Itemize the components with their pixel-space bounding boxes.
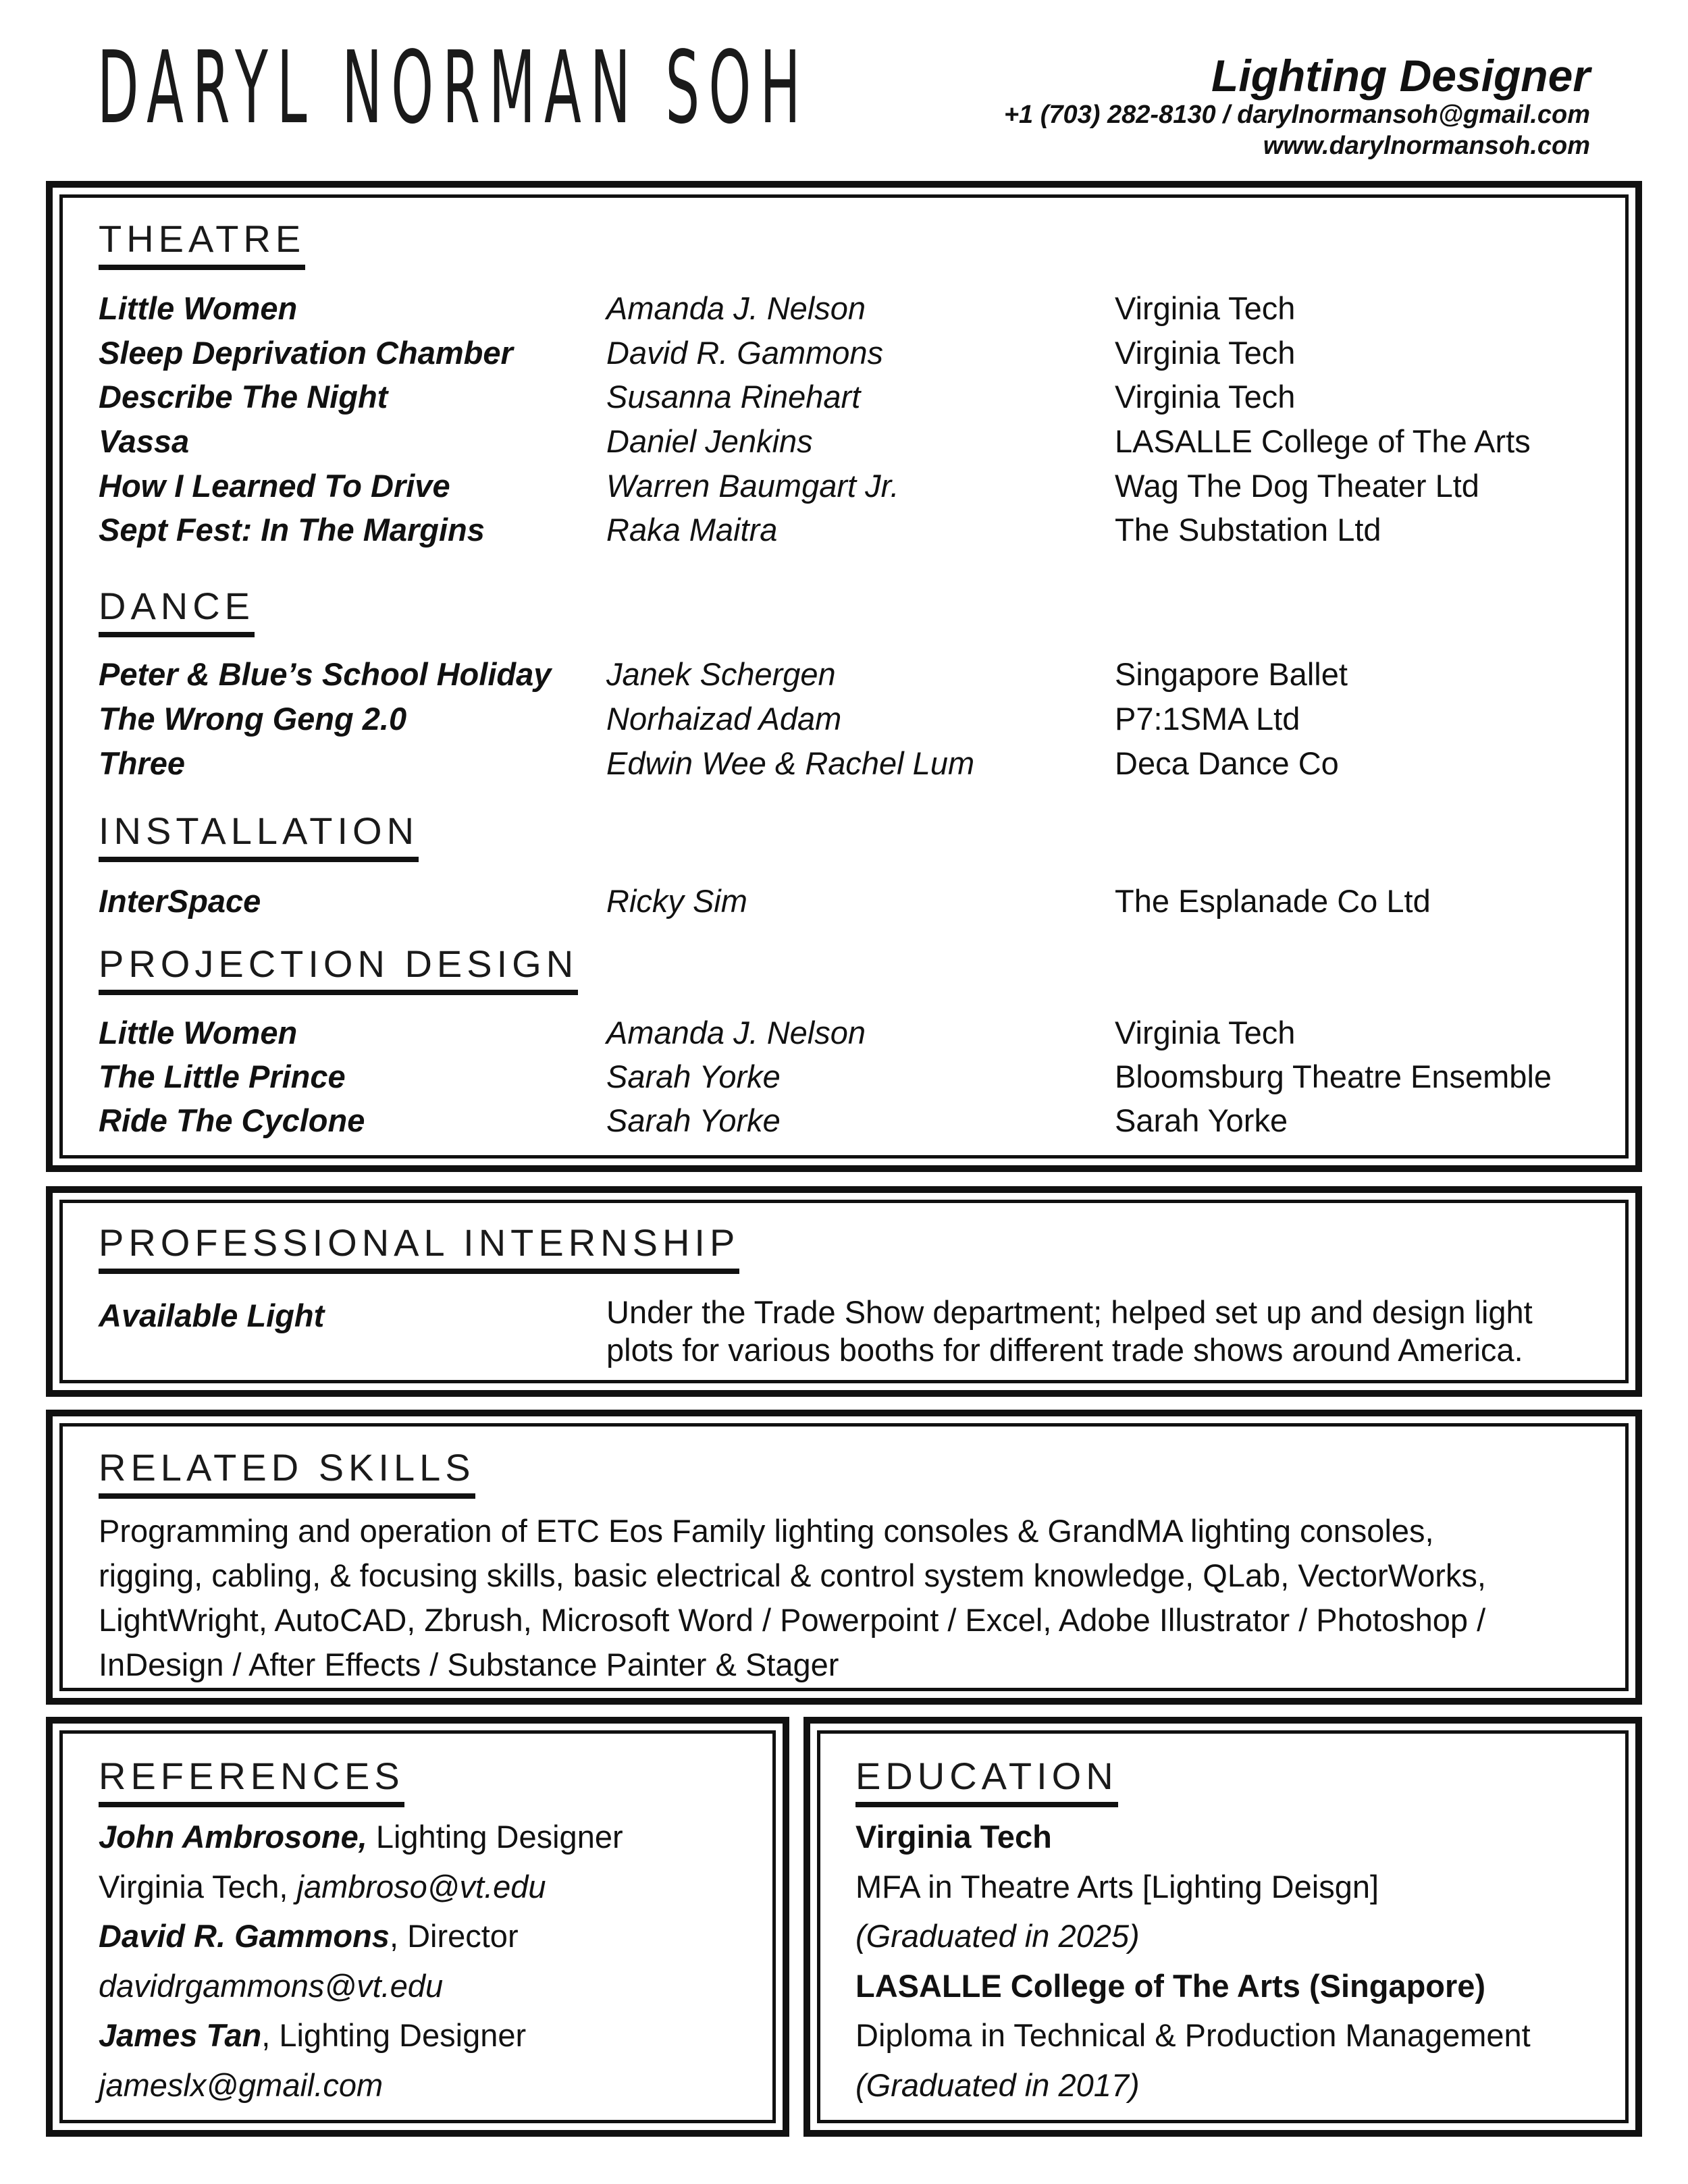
section-title-dance: DANCE [99, 587, 255, 637]
credit-row [99, 464, 1571, 508]
reference-email: jameslx@gmail.com [99, 2067, 384, 2103]
credit-director: David R. Gammons [606, 335, 884, 371]
section-title-projection-design: PROJECTION DESIGN [99, 945, 578, 995]
internship-description [606, 1294, 1533, 1369]
credit-director: Sarah Yorke [606, 1102, 781, 1138]
credit-company: Wag The Dog Theater Ltd [1115, 468, 1479, 504]
reference-name: James Tan [99, 2017, 262, 2053]
reference-role: Lighting Designer [367, 1819, 623, 1855]
reference-name: David R. Gammons [99, 1918, 390, 1954]
section-title-installation: INSTALLATION [99, 812, 419, 862]
credit-artist: Ricky Sim [606, 883, 747, 919]
credit-row [99, 1098, 1571, 1143]
credit-row [99, 331, 1571, 375]
reference-role: , Lighting Designer [261, 2017, 527, 2053]
credit-row [99, 286, 1571, 331]
credit-director: Warren Baumgart Jr. [606, 468, 899, 504]
reference-email: jambroso@vt.edu [296, 1869, 546, 1905]
credit-choreographer: Janek Schergen [606, 656, 836, 692]
credit-company: LASALLE College of The Arts [1115, 423, 1531, 459]
skills-text [99, 1509, 1486, 1687]
credit-production: Sept Fest: In The Margins [99, 512, 485, 548]
credit-production: Little Women [99, 290, 298, 326]
section-title-references: REFERENCES [99, 1757, 404, 1807]
section-title-internship: PROFESSIONAL INTERNSHIP [99, 1224, 739, 1274]
skills-line: InDesign / After Effects / Substance Painter & Stager [99, 1647, 839, 1682]
skills-line: rigging, cabling, & focusing skills, basic electrical & control system knowledge, QLab, VectorWorks, [99, 1557, 1486, 1593]
credit-production: Three [99, 745, 185, 781]
credit-production: How I Learned To Drive [99, 468, 450, 504]
credit-row [99, 419, 1571, 464]
education-degree: MFA in Theatre Arts [Lighting Deisgn] [855, 1869, 1379, 1905]
credit-production: The Wrong Geng 2.0 [99, 701, 407, 737]
reference-email: davidrgammons@vt.edu [99, 1968, 444, 2004]
credit-company: The Substation Ltd [1115, 512, 1381, 548]
reference-line [99, 2013, 526, 2058]
education-school: LASALLE College of The Arts (Singapore) [855, 1968, 1486, 2004]
credit-company: Sarah Yorke [1115, 1102, 1288, 1138]
credit-company: Deca Dance Co [1115, 745, 1339, 781]
credit-company: Singapore Ballet [1115, 656, 1348, 692]
credit-company: Virginia Tech [1115, 379, 1296, 415]
credit-director: Susanna Rinehart [606, 379, 861, 415]
education-graduation: (Graduated in 2025) [855, 1918, 1140, 1954]
reference-role: , Director [389, 1918, 519, 1954]
website: www.darylnormansoh.com [1263, 132, 1590, 161]
credit-production: Peter & Blue’s School Holiday [99, 656, 552, 692]
credit-production: Vassa [99, 423, 190, 459]
credit-row [99, 741, 1571, 786]
education-degree: Diploma in Technical & Production Management [855, 2017, 1531, 2053]
section-title-theatre: THEATRE [99, 220, 305, 270]
credit-production: Describe The Night [99, 379, 388, 415]
credit-company: Virginia Tech [1115, 1015, 1296, 1050]
credit-row [99, 1011, 1571, 1055]
credit-company: P7:1SMA Ltd [1115, 701, 1300, 737]
internship-description-line: plots for various booths for different trade shows around America. [606, 1332, 1523, 1368]
header-contact-block [1004, 53, 1590, 161]
internship-company: Available Light [99, 1298, 325, 1333]
credit-production: Little Women [99, 1015, 298, 1050]
credit-production: InterSpace [99, 883, 261, 919]
credit-director: Amanda J. Nelson [606, 1015, 866, 1050]
skills-line: LightWright, AutoCAD, Zbrush, Microsoft Word / Powerpoint / Excel, Adobe Illustrator / Photoshop / [99, 1602, 1486, 1638]
credit-company: Bloomsburg Theatre Ensemble [1115, 1059, 1552, 1094]
credit-choreographer: Norhaizad Adam [606, 701, 842, 737]
credit-director: Amanda J. Nelson [606, 290, 866, 326]
name-heading: DARYL NORMAN SOH [97, 30, 810, 146]
reference-line [99, 1815, 623, 1859]
education-school: Virginia Tech [855, 1819, 1052, 1855]
reference-name: John Ambrosone, [99, 1819, 367, 1855]
credit-row [99, 879, 1571, 924]
credit-company: The Esplanade Co Ltd [1115, 883, 1431, 919]
credit-company: Virginia Tech [1115, 290, 1296, 326]
phone-email: +1 (703) 282-8130 / darylnormansoh@gmail.com [1003, 101, 1590, 130]
education-graduation: (Graduated in 2017) [855, 2067, 1140, 2103]
credit-production: The Little Prince [99, 1059, 346, 1094]
credit-row [99, 508, 1571, 552]
credit-choreographer: Edwin Wee & Rachel Lum [606, 745, 975, 781]
reference-line [99, 1914, 519, 1959]
credit-row [99, 697, 1571, 741]
credit-row [99, 652, 1571, 697]
credit-company: Virginia Tech [1115, 335, 1296, 371]
credit-director: Sarah Yorke [606, 1059, 781, 1094]
credit-director: Daniel Jenkins [606, 423, 813, 459]
credit-row [99, 1055, 1571, 1099]
section-title-skills: RELATED SKILLS [99, 1449, 475, 1499]
reference-line [99, 1865, 546, 1909]
reference-org: Virginia Tech, [99, 1869, 297, 1905]
internship-description-line: Under the Trade Show department; helped set up and design light [606, 1294, 1533, 1330]
credit-production: Ride The Cyclone [99, 1102, 365, 1138]
skills-line: Programming and operation of ETC Eos Family lighting consoles & GrandMA lighting consoles, [99, 1513, 1434, 1549]
credit-row [99, 375, 1571, 419]
section-title-education: EDUCATION [855, 1757, 1118, 1807]
job-title: Lighting Designer [1211, 51, 1590, 101]
credit-director: Raka Maitra [606, 512, 778, 548]
credit-production: Sleep Deprivation Chamber [99, 335, 513, 371]
